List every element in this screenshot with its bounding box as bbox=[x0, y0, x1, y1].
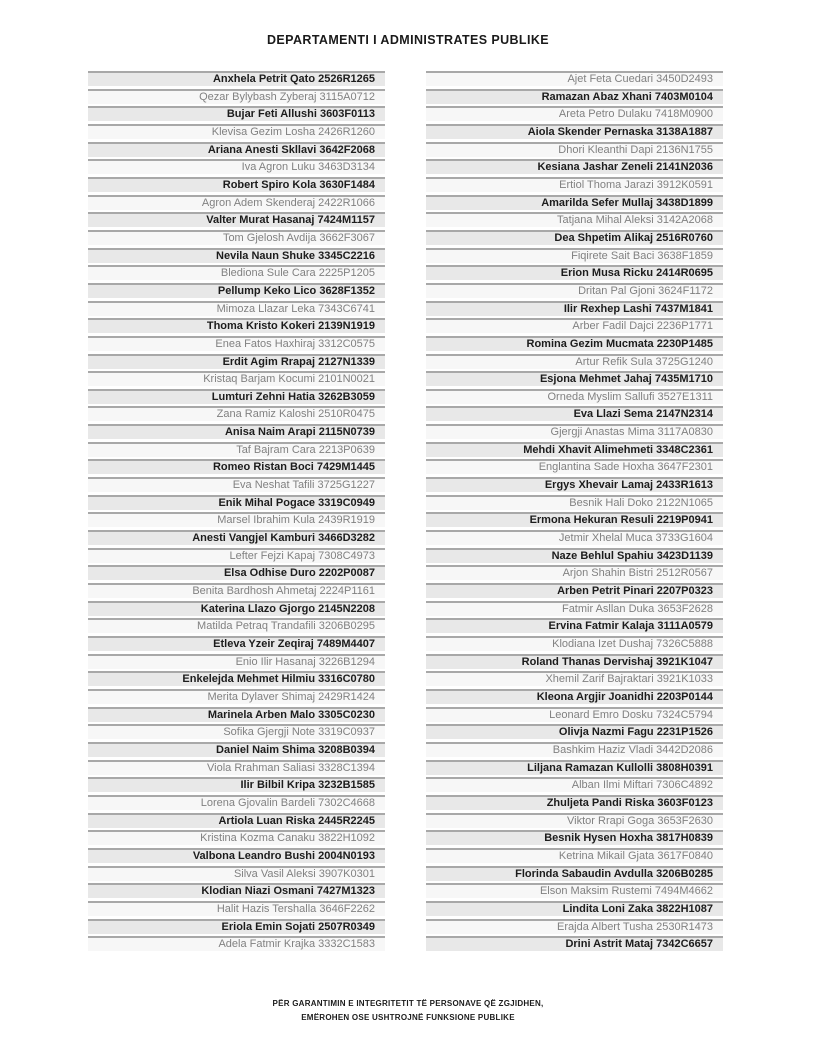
person-entry-row: Enio Ilir Hasanaj 3226B1294 bbox=[88, 654, 385, 669]
footer-note bbox=[0, 997, 816, 1025]
person-entry-row: Viktor Rrapi Goga 3653F2630 bbox=[426, 813, 723, 828]
person-entry-row: Taf Bajram Cara 2213P0639 bbox=[88, 442, 385, 457]
person-entry-row: Romina Gezim Mucmata 2230P1485 bbox=[426, 336, 723, 351]
person-entry-row: Roland Thanas Dervishaj 3921K1047 bbox=[426, 654, 723, 669]
person-entry-row: Adela Fatmir Krajka 3332C1583 bbox=[88, 936, 385, 951]
person-entry-row: Thoma Kristo Kokeri 2139N1919 bbox=[88, 318, 385, 333]
person-entry-row: Kesiana Jashar Zeneli 2141N2036 bbox=[426, 159, 723, 174]
person-entry-row: Bujar Feti Allushi 3603F0113 bbox=[88, 106, 385, 121]
person-entry-row: Fiqirete Sait Baci 3638F1859 bbox=[426, 248, 723, 263]
person-entry-row: Valter Murat Hasanaj 7424M1157 bbox=[88, 212, 385, 227]
person-entry-row: Mehdi Xhavit Alimehmeti 3348C2361 bbox=[426, 442, 723, 457]
person-entry-row: Alban Ilmi Miftari 7306C4892 bbox=[426, 777, 723, 792]
person-entry-row: Erdit Agim Rrapaj 2127N1339 bbox=[88, 354, 385, 369]
person-entry-row: Bashkim Haziz Vladi 3442D2086 bbox=[426, 742, 723, 757]
person-entry-row: Erion Musa Ricku 2414R0695 bbox=[426, 265, 723, 280]
person-entry-row: Arjon Shahin Bistri 2512R0567 bbox=[426, 565, 723, 580]
person-entry-row: Mimoza Llazar Leka 7343C6741 bbox=[88, 301, 385, 316]
person-entry-row: Ermona Hekuran Resuli 2219P0941 bbox=[426, 512, 723, 527]
person-entry-row: Anxhela Petrit Qato 2526R1265 bbox=[88, 71, 385, 86]
person-entry-row: Benita Bardhosh Ahmetaj 2224P1161 bbox=[88, 583, 385, 598]
person-entry-row: Artur Refik Sula 3725G1240 bbox=[426, 354, 723, 369]
person-entry-row: Merita Dylaver Shimaj 2429R1424 bbox=[88, 689, 385, 704]
page-title: DEPARTAMENTI I ADMINISTRATES PUBLIKE bbox=[267, 33, 549, 47]
name-list-column-left bbox=[88, 71, 385, 954]
person-entry-row: Areta Petro Dulaku 7418M0900 bbox=[426, 106, 723, 121]
person-entry-row: Besnik Hysen Hoxha 3817H0839 bbox=[426, 830, 723, 845]
person-entry-row: Dea Shpetim Alikaj 2516R0760 bbox=[426, 230, 723, 245]
person-entry-row: Enea Fatos Haxhiraj 3312C0575 bbox=[88, 336, 385, 351]
person-entry-row: Esjona Mehmet Jahaj 7435M1710 bbox=[426, 371, 723, 386]
person-entry-row: Elsa Odhise Duro 2202P0087 bbox=[88, 565, 385, 580]
person-entry-row: Silva Vasil Aleksi 3907K0301 bbox=[88, 866, 385, 881]
person-entry-row: Drini Astrit Mataj 7342C6657 bbox=[426, 936, 723, 951]
person-entry-row: Marinela Arben Malo 3305C0230 bbox=[88, 707, 385, 722]
person-entry-row: Iva Agron Luku 3463D3134 bbox=[88, 159, 385, 174]
person-entry-row: Klodiana Izet Dushaj 7326C5888 bbox=[426, 636, 723, 651]
person-entry-row: Romeo Ristan Boci 7429M1445 bbox=[88, 459, 385, 474]
person-entry-row: Ketrina Mikail Gjata 3617F0840 bbox=[426, 848, 723, 863]
person-entry-row: Pellump Keko Lico 3628F1352 bbox=[88, 283, 385, 298]
person-entry-row: Klodian Niazi Osmani 7427M1323 bbox=[88, 883, 385, 898]
person-entry-row: Arber Fadil Dajci 2236P1771 bbox=[426, 318, 723, 333]
person-entry-row: Lindita Loni Zaka 3822H1087 bbox=[426, 901, 723, 916]
person-entry-row: Ervina Fatmir Kalaja 3111A0579 bbox=[426, 618, 723, 633]
person-entry-row: Lefter Fejzi Kapaj 7308C4973 bbox=[88, 548, 385, 563]
person-entry-row: Enik Mihal Pogace 3319C0949 bbox=[88, 495, 385, 510]
person-entry-row: Eva Llazi Sema 2147N2314 bbox=[426, 406, 723, 421]
person-entry-row: Besnik Hali Doko 2122N1065 bbox=[426, 495, 723, 510]
footer-line-1: PËR GARANTIMIN E INTEGRITETIT TË PERSONAVE QË ZGJIDHEN, bbox=[272, 999, 544, 1008]
person-entry-row: Katerina Llazo Gjorgo 2145N2208 bbox=[88, 601, 385, 616]
person-entry-row: Elson Maksim Rustemi 7494M4662 bbox=[426, 883, 723, 898]
person-entry-row: Kristaq Barjam Kocumi 2101N0021 bbox=[88, 371, 385, 386]
person-entry-row: Daniel Naim Shima 3208B0394 bbox=[88, 742, 385, 757]
person-entry-row: Sofika Gjergji Note 3319C0937 bbox=[88, 724, 385, 739]
person-entry-row: Ilir Bilbil Kripa 3232B1585 bbox=[88, 777, 385, 792]
person-entry-row: Enkelejda Mehmet Hilmiu 3316C0780 bbox=[88, 671, 385, 686]
person-entry-row: Olivja Nazmi Fagu 2231P1526 bbox=[426, 724, 723, 739]
person-entry-row: Marsel Ibrahim Kula 2439R1919 bbox=[88, 512, 385, 527]
person-entry-row: Matilda Petraq Trandafili 3206B0295 bbox=[88, 618, 385, 633]
person-entry-row: Anesti Vangjel Kamburi 3466D3282 bbox=[88, 530, 385, 545]
person-entry-row: Dhori Kleanthi Dapi 2136N1755 bbox=[426, 142, 723, 157]
person-entry-row: Tatjana Mihal Aleksi 3142A2068 bbox=[426, 212, 723, 227]
person-entry-row: Qezar Bylybash Zyberaj 3115A0712 bbox=[88, 89, 385, 104]
person-entry-row: Xhemil Zarif Bajraktari 3921K1033 bbox=[426, 671, 723, 686]
name-list-column-right bbox=[426, 71, 723, 954]
person-entry-row: Valbona Leandro Bushi 2004N0193 bbox=[88, 848, 385, 863]
person-entry-row: Gjergji Anastas Mima 3117A0830 bbox=[426, 424, 723, 439]
person-entry-row: Orneda Myslim Sallufi 3527E1311 bbox=[426, 389, 723, 404]
person-entry-row: Lorena Gjovalin Bardeli 7302C4668 bbox=[88, 795, 385, 810]
name-list bbox=[88, 71, 723, 954]
person-entry-row: Blediona Sule Cara 2225P1205 bbox=[88, 265, 385, 280]
person-entry-row: Kristina Kozma Canaku 3822H1092 bbox=[88, 830, 385, 845]
person-entry-row: Englantina Sade Hoxha 3647F2301 bbox=[426, 459, 723, 474]
person-entry-row: Anisa Naim Arapi 2115N0739 bbox=[88, 424, 385, 439]
person-entry-row: Lumturi Zehni Hatia 3262B3059 bbox=[88, 389, 385, 404]
person-entry-row: Zhuljeta Pandi Riska 3603F0123 bbox=[426, 795, 723, 810]
person-entry-row: Ajet Feta Cuedari 3450D2493 bbox=[426, 71, 723, 86]
person-entry-row: Ertiol Thoma Jarazi 3912K0591 bbox=[426, 177, 723, 192]
person-entry-row: Nevila Naun Shuke 3345C2216 bbox=[88, 248, 385, 263]
person-entry-row: Amarilda Sefer Mullaj 3438D1899 bbox=[426, 195, 723, 210]
person-entry-row: Ariana Anesti Skllavi 3642F2068 bbox=[88, 142, 385, 157]
person-entry-row: Dritan Pal Gjoni 3624F1172 bbox=[426, 283, 723, 298]
footer-line-2: EMËROHEN OSE USHTROJNË FUNKSIONE PUBLIKE bbox=[301, 1013, 515, 1022]
person-entry-row: Viola Rrahman Saliasi 3328C1394 bbox=[88, 760, 385, 775]
person-entry-row: Klevisa Gezim Losha 2426R1260 bbox=[88, 124, 385, 139]
person-entry-row: Eva Neshat Tafili 3725G1227 bbox=[88, 477, 385, 492]
person-entry-row: Florinda Sabaudin Avdulla 3206B0285 bbox=[426, 866, 723, 881]
person-entry-row: Aiola Skender Pernaska 3138A1887 bbox=[426, 124, 723, 139]
person-entry-row: Kleona Argjir Joanidhi 2203P0144 bbox=[426, 689, 723, 704]
person-entry-row: Etleva Yzeir Zeqiraj 7489M4407 bbox=[88, 636, 385, 651]
person-entry-row: Jetmir Xhelal Muca 3733G1604 bbox=[426, 530, 723, 545]
person-entry-row: Ergys Xhevair Lamaj 2433R1613 bbox=[426, 477, 723, 492]
person-entry-row: Artiola Luan Riska 2445R2245 bbox=[88, 813, 385, 828]
person-entry-row: Eriola Emin Sojati 2507R0349 bbox=[88, 919, 385, 934]
person-entry-row: Zana Ramiz Kaloshi 2510R0475 bbox=[88, 406, 385, 421]
person-entry-row: Naze Behlul Spahiu 3423D1139 bbox=[426, 548, 723, 563]
person-entry-row: Liljana Ramazan Kullolli 3808H0391 bbox=[426, 760, 723, 775]
person-entry-row: Tom Gjelosh Avdija 3662F3067 bbox=[88, 230, 385, 245]
person-entry-row: Robert Spiro Kola 3630F1484 bbox=[88, 177, 385, 192]
person-entry-row: Ramazan Abaz Xhani 7403M0104 bbox=[426, 89, 723, 104]
person-entry-row: Fatmir Asllan Duka 3653F2628 bbox=[426, 601, 723, 616]
person-entry-row: Ilir Rexhep Lashi 7437M1841 bbox=[426, 301, 723, 316]
person-entry-row: Agron Adem Skenderaj 2422R1066 bbox=[88, 195, 385, 210]
person-entry-row: Erajda Albert Tusha 2530R1473 bbox=[426, 919, 723, 934]
person-entry-row: Halit Hazis Tershalla 3646F2262 bbox=[88, 901, 385, 916]
person-entry-row: Leonard Emro Dosku 7324C5794 bbox=[426, 707, 723, 722]
person-entry-row: Arben Petrit Pinari 2207P0323 bbox=[426, 583, 723, 598]
